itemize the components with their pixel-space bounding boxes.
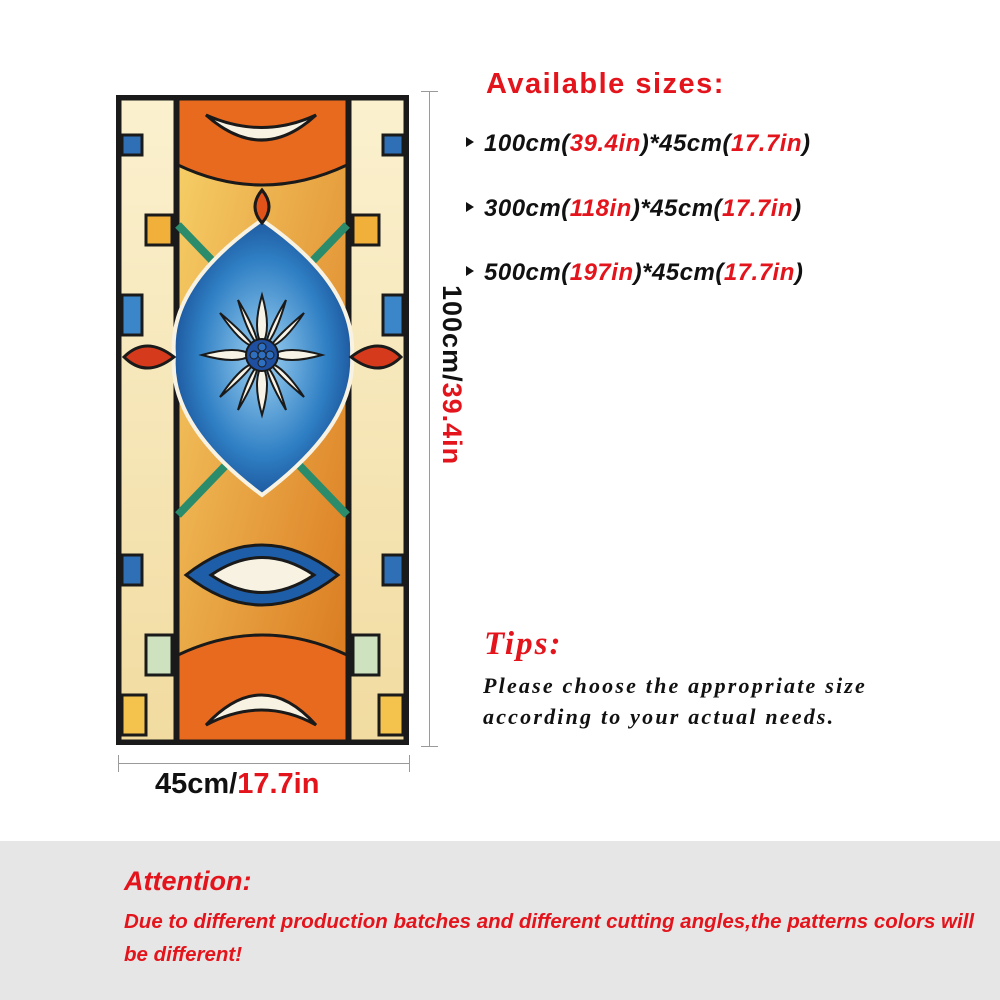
width-dimension-label bbox=[155, 768, 319, 801]
height-dimension-line bbox=[429, 91, 430, 747]
size-option-1: 100cm(39.4in)*45cm(17.7in) bbox=[466, 130, 811, 158]
width-dimension-right-tick bbox=[409, 755, 410, 772]
triangle-bullet-icon bbox=[466, 137, 474, 147]
width-in: 17.7in bbox=[237, 768, 320, 800]
height-dimension-top-tick bbox=[421, 91, 438, 92]
triangle-bullet-icon bbox=[466, 202, 474, 212]
size-option-2: 300cm(118in)*45cm(17.7in) bbox=[466, 195, 802, 223]
attention-title: Attention: bbox=[124, 866, 252, 896]
height-cm: 100cm/ bbox=[437, 285, 467, 383]
height-dimension-bottom-tick bbox=[421, 746, 438, 747]
available-sizes-title: Available sizes: bbox=[486, 68, 725, 100]
stained-glass-panel-image bbox=[116, 95, 409, 745]
tips-title: Tips: bbox=[484, 626, 563, 662]
triangle-bullet-icon bbox=[466, 266, 474, 276]
height-dimension-label bbox=[437, 285, 467, 525]
size-option-3: 500cm(197in)*45cm(17.7in) bbox=[466, 259, 803, 287]
width-dimension-left-tick bbox=[118, 755, 119, 772]
tips-text: Please choose the appropriate size according to your actual needs. bbox=[483, 673, 867, 729]
width-cm: 45cm/ bbox=[155, 768, 238, 800]
height-in: 39.4in bbox=[437, 382, 467, 466]
attention-text: Due to different production batches and different cutting angles,the patterns colors will be different! bbox=[124, 910, 975, 966]
width-dimension-line bbox=[118, 763, 410, 764]
